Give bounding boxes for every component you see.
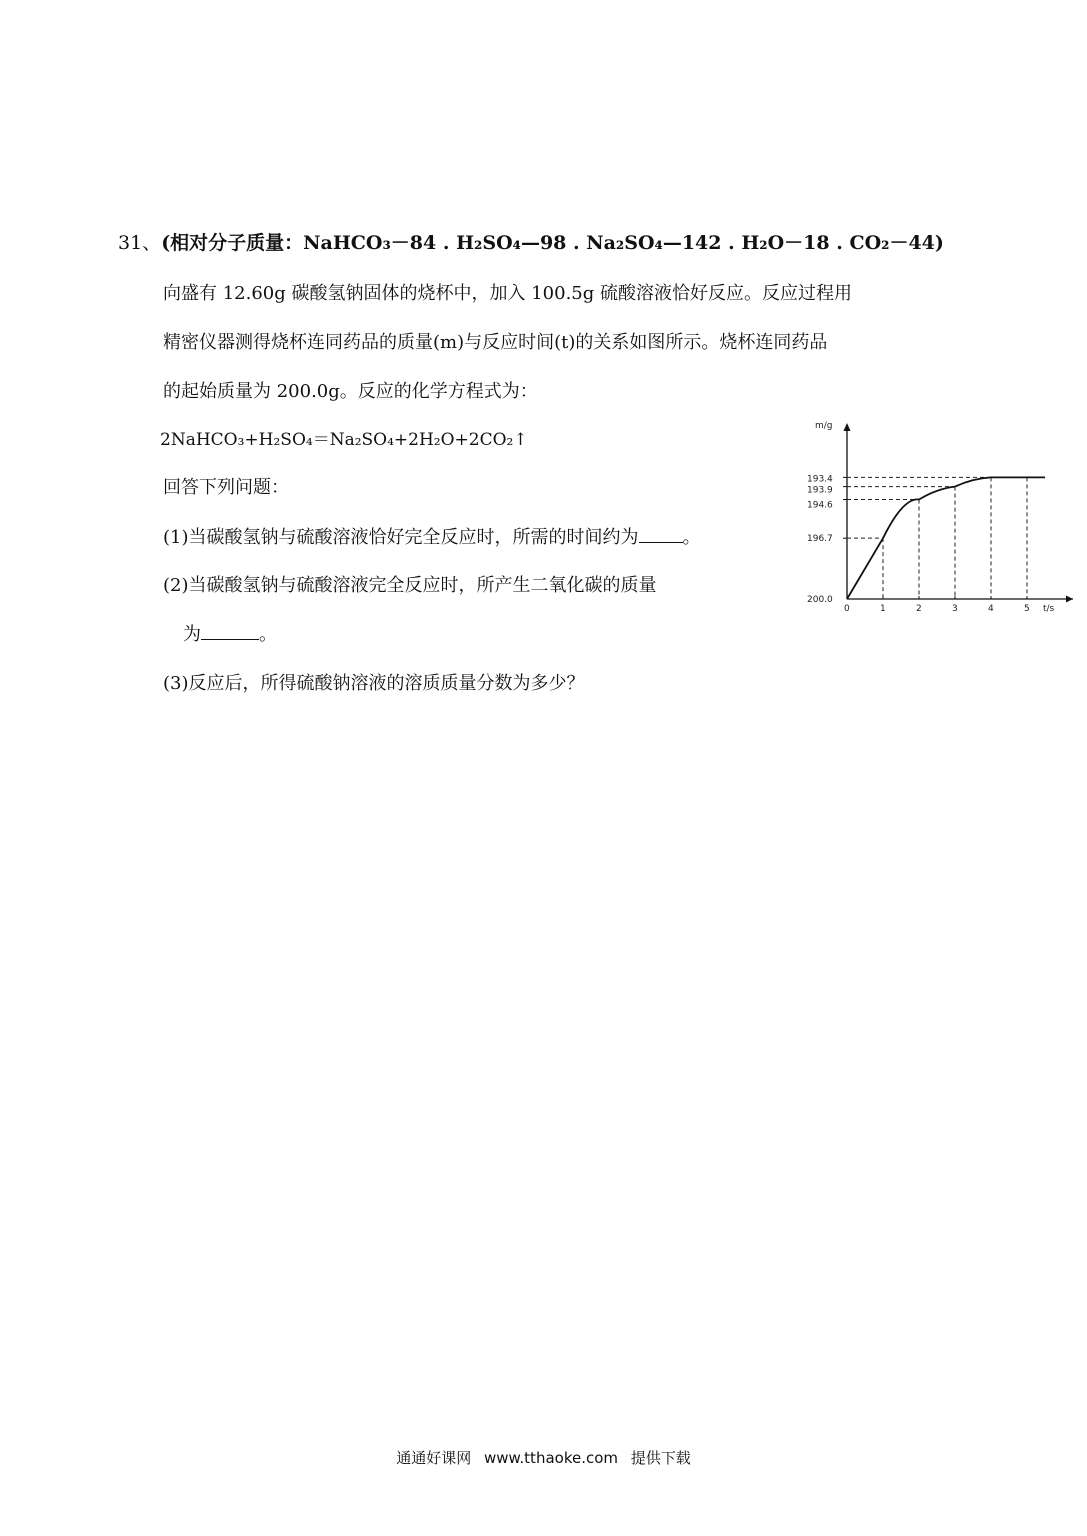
footer-site-name: 通通好课网 xyxy=(396,1449,472,1467)
sub-question-3: (3)反应后，所得硫酸钠溶液的溶质质量分数为多少？ xyxy=(163,673,585,694)
sub-question-1-text: (1)当碳酸氢钠与硫酸溶液恰好完全反应时，所需的时间约为 xyxy=(163,527,639,548)
sub-question-2-end: 。 xyxy=(259,624,277,645)
footer-suffix: 提供下载 xyxy=(630,1449,691,1467)
chemical-equation: 2NaHCO₃+H₂SO₄＝Na₂SO₄+2H₂O+2CO₂↑ xyxy=(160,430,528,450)
x-tick-label: 5 xyxy=(1024,604,1030,614)
footer-url[interactable]: www.tthaoke.com xyxy=(483,1449,619,1467)
sub-question-1 xyxy=(163,523,701,549)
answer-blank-1[interactable] xyxy=(639,524,683,543)
x-tick-label: 3 xyxy=(952,604,958,614)
question-text-line-2: 精密仪器测得烧杯连同药品的质量(m)与反应时间(t)的关系如图所示。烧杯连同药品 xyxy=(163,332,828,353)
y-tick-label: 200.0 xyxy=(807,595,833,605)
sub-question-2-cont xyxy=(183,620,277,646)
molecular-masses: (相对分子质量：NaHCO₃－84 . H₂SO₄—98 . Na₂SO₄—142 . H₂O－18 . CO₂－44) xyxy=(161,232,944,254)
footer xyxy=(0,1447,1087,1468)
answer-prompt: 回答下列问题： xyxy=(163,477,289,498)
y-tick-label: 193.9 xyxy=(807,485,833,496)
sub-question-2-cont-text: 为 xyxy=(183,624,201,645)
y-axis-label: m/g xyxy=(815,421,833,431)
x-axis-label: t/s xyxy=(1043,604,1055,614)
y-tick-label: 196.7 xyxy=(807,534,833,545)
chart-ticks xyxy=(807,474,1030,614)
x-tick-label: 4 xyxy=(988,604,994,614)
mass-time-chart xyxy=(805,415,1080,625)
sub-question-2-text: (2)当碳酸氢钠与硫酸溶液完全反应时，所产生二氧化碳的质量 xyxy=(163,575,657,596)
y-axis-arrow xyxy=(844,423,851,431)
chart-axes xyxy=(815,421,1073,614)
x-tick-label: 0 xyxy=(844,604,850,614)
y-tick-label: 193.4 xyxy=(807,474,833,485)
y-tick-label: 194.6 xyxy=(807,500,833,511)
question-text-line-3: 的起始质量为 200.0g。反应的化学方程式为： xyxy=(163,381,538,402)
x-axis-arrow xyxy=(1066,596,1073,603)
question-header xyxy=(118,228,944,255)
answer-blank-2[interactable] xyxy=(201,621,259,640)
question-text-line-1: 向盛有 12.60g 碳酸氢钠固体的烧杯中，加入 100.5g 硫酸溶液恰好反应。反应过程用 xyxy=(163,283,852,304)
x-tick-label: 1 xyxy=(880,604,886,614)
chart-guides xyxy=(847,477,1027,599)
sub-question-1-end: 。 xyxy=(682,527,701,548)
question-number: 31、 xyxy=(118,232,162,254)
x-tick-label: 2 xyxy=(916,604,922,614)
